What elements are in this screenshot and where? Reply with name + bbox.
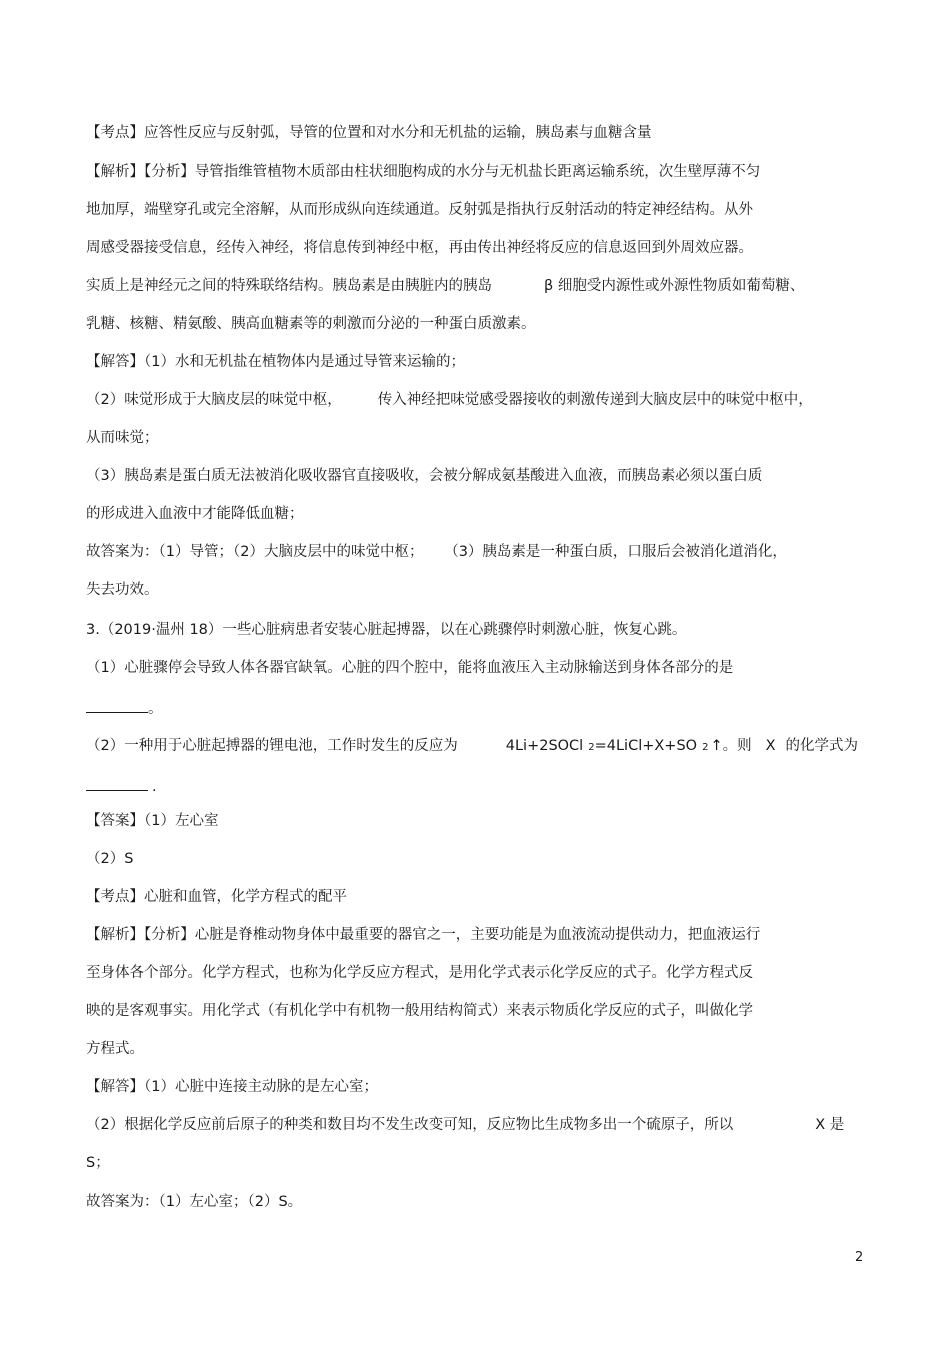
answer-summary-1b: 失去功效。 — [86, 582, 159, 598]
jiexi-line-1d-part2: β 细胞受内源性或外源性物质如葡萄糖、 — [544, 278, 805, 294]
q3-2-equation-b: =4LiCl+X+SO — [594, 738, 698, 754]
q3-2-text: （2）一种用于心脏起搏器的锂电池，工作时发生的反应为 — [86, 738, 458, 754]
jiexi-line-2c: 映的是客观事实。用化学式（有机化学中有机物一般用结构简式）来表示物质化学反应的式子，叫做化学 — [86, 1003, 753, 1019]
jiexi-line-1b: 地加厚，端壁穿孔或完全溶解，从而形成纵向连续通道。反射弧是指执行反射活动的特定神经结构。从外 — [86, 202, 753, 218]
answer-blank — [86, 776, 148, 791]
jieda-line-1a: 【解答】（1）水和无机盐在植物体内是通过导管来运输的； — [86, 354, 465, 370]
jieda-line-2c: S； — [86, 1155, 110, 1171]
jiexi-line-2b: 至身体各个部分。化学方程式，也称为化学反应方程式，是用化学式表示化学反应的式子。化学方程式反 — [86, 965, 753, 981]
kaodian-line-2: 【考点】心脏和血管，化学方程式的配平 — [86, 889, 347, 905]
jieda-line-2b — [86, 1115, 844, 1135]
blank-end-mark: . — [152, 779, 157, 795]
jieda-line-1c: 从而味觉； — [86, 430, 159, 446]
jieda-line-1b-part2: 传入神经把味觉感受器接收的刺激传递到大脑皮层中的味觉中枢中， — [377, 392, 813, 408]
question-3-part1-blank — [86, 698, 163, 719]
jieda-line-2b-part2: X 是 — [815, 1117, 845, 1133]
jiexi-line-2d: 方程式。 — [86, 1041, 144, 1057]
question-3-part1: （1）心脏骤停会导致人体各器官缺氧。心脏的四个腔中，能将血液压入主动脉输送到身体各部分的是 — [86, 660, 734, 676]
answer-summary-1a-part2: （3）胰岛素是一种蛋白质，口服后会被消化道消化， — [451, 544, 787, 560]
page-number: 2 — [855, 1250, 864, 1265]
answer-blank — [86, 698, 148, 713]
jiexi-line-1c: 周感受器接受信息，经传入神经，将信息传到神经中枢，再由传出神经将反应的信息返回到外周效应器。 — [86, 240, 753, 256]
jieda-line-1b — [86, 390, 813, 410]
answer-summary-2: 故答案为：（1）左心室；（2）S。 — [86, 1194, 303, 1210]
q3-2-equation-c: ↑。则 — [710, 738, 752, 754]
jieda-line-2a: 【解答】（1）心脏中连接主动脉的是左心室； — [86, 1079, 378, 1095]
jiexi-line-1d — [86, 276, 804, 296]
jiexi-line-1a: 【解析】【分析】导管指维管植物木质部由柱状细胞构成的水分与无机盐长距离运输系统，次生壁厚薄不匀 — [86, 164, 761, 180]
kaodian-line-1: 【考点】应答性反应与反射弧，导管的位置和对水分和无机盐的运输，胰岛素与血糖含量 — [86, 125, 652, 141]
jiexi-line-1e: 乳糖、核糖、精氨酸、胰高血糖素等的刺激而分泌的一种蛋白质激素。 — [86, 316, 536, 332]
answer-line-a: 【答案】（1）左心室 — [86, 813, 219, 829]
jieda-line-1e: 的形成进入血液中才能降低血糖； — [86, 506, 304, 522]
jieda-line-1b-part1: （2）味觉形成于大脑皮层的味觉中枢， — [86, 392, 342, 408]
answer-summary-1a-part1: 故答案为：（1）导管；（2）大脑皮层中的味觉中枢； — [86, 544, 424, 560]
q3-2-equation-sub2: 2 — [702, 742, 709, 753]
q3-2-equation-sub1: 2 — [588, 742, 595, 753]
question-3-part2 — [86, 736, 858, 758]
answer-line-b: （2）S — [86, 851, 134, 867]
q3-2-tail: 的化学式为 — [785, 738, 859, 754]
answer-summary-1a — [86, 542, 787, 562]
q3-2-equation-a: 4Li+2SOCl — [505, 738, 584, 754]
blank-end-mark: 。 — [148, 701, 163, 717]
q3-2-x: X — [765, 738, 776, 754]
jieda-line-2b-part1: （2）根据化学反应前后原子的种类和数目均不发生改变可知，反应物比生成物多出一个硫原子，所以 — [86, 1117, 734, 1133]
question-3-part2-blank — [86, 776, 157, 797]
jieda-line-1d: （3）胰岛素是蛋白质无法被消化吸收器官直接吸收，会被分解成氨基酸进入血液，而胰岛素必须以蛋白质 — [86, 468, 763, 484]
question-3-title: 3.（2019·温州 18）一些心脏病患者安装心脏起搏器，以在心跳骤停时刺激心脏，恢复心跳。 — [86, 622, 687, 638]
jiexi-line-2a: 【解析】【分析】心脏是脊椎动物身体中最重要的器官之一，主要功能是为血液流动提供动力，把血液运行 — [86, 927, 761, 943]
jiexi-line-1d-part1: 实质上是神经元之间的特殊联络结构。胰岛素是由胰脏内的胰岛 — [86, 278, 492, 294]
